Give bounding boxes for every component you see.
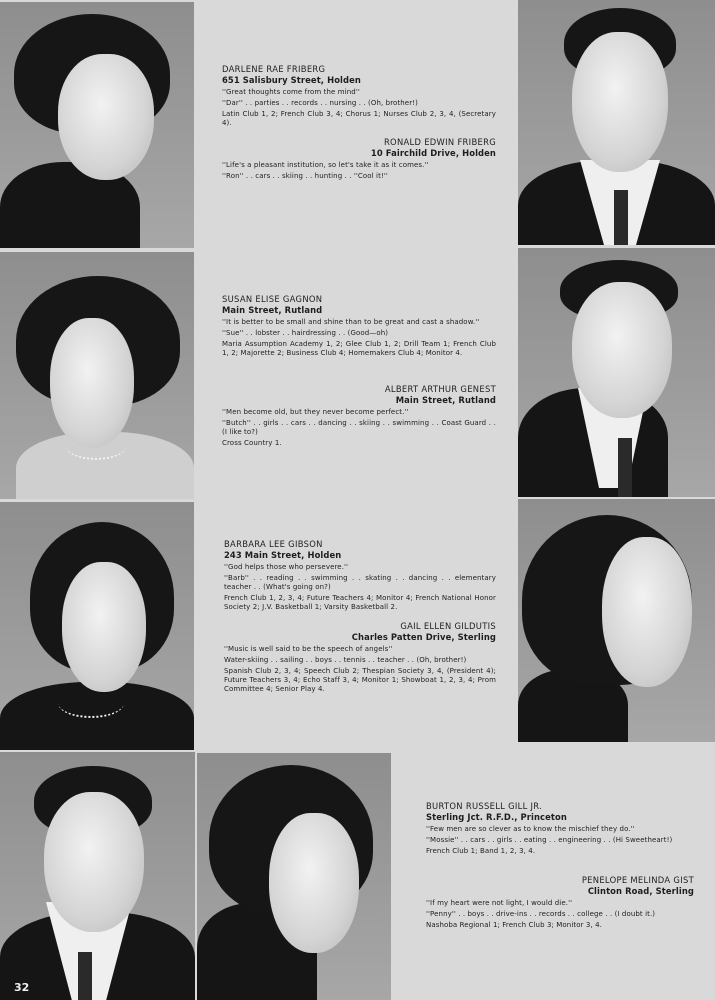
student-activities: Latin Club 1, 2; French Club 3, 4; Chorus 1; Nurses Club 2, 3, 4, (Secretary 4). bbox=[222, 110, 496, 127]
portrait-necklace bbox=[58, 688, 124, 718]
portrait-face bbox=[62, 562, 146, 692]
student-quote: ''Music is well said to be the speech of angels'' bbox=[224, 645, 393, 653]
entry-albert-genest bbox=[222, 384, 496, 448]
student-address: 10 Fairchild Drive, Holden bbox=[370, 148, 496, 158]
portrait-face bbox=[602, 537, 692, 687]
photo-penelope-gist bbox=[197, 753, 391, 1000]
portrait-tie bbox=[614, 190, 628, 245]
portrait-face bbox=[58, 54, 154, 180]
entry-gail-gildutis bbox=[224, 621, 496, 694]
student-quote: ''It is better to be small and shine than to be great and cast a shadow.'' bbox=[222, 318, 480, 326]
student-quote: ''Great thoughts come from the mind'' bbox=[222, 88, 360, 96]
portrait-face bbox=[269, 813, 359, 953]
photo-ronald-friberg bbox=[518, 0, 715, 245]
page-number: 32 bbox=[14, 981, 30, 994]
student-interests: ''Sue'' . . lobster . . hairdressing . . (Good—oh) bbox=[222, 329, 389, 337]
student-name: DARLENE RAE FRIBERG bbox=[222, 64, 326, 74]
student-address: Clinton Road, Sterling bbox=[587, 886, 694, 896]
student-address: Charles Patten Drive, Sterling bbox=[351, 632, 496, 642]
entry-burton-gill bbox=[426, 801, 694, 856]
entry-darlene-friberg bbox=[222, 64, 496, 128]
entry-penelope-gist bbox=[426, 875, 694, 930]
photo-burton-gill bbox=[0, 752, 195, 1000]
student-interests: ''Barb'' . . reading . . swimming . . skating . . dancing . . elementary teacher . . (What's going on?) bbox=[224, 574, 496, 591]
student-name: PENELOPE MELINDA GIST bbox=[581, 875, 694, 885]
student-address: 243 Main Street, Holden bbox=[224, 550, 342, 560]
student-name: BARBARA LEE GIBSON bbox=[224, 539, 323, 549]
student-interests: ''Dar'' . . parties . . records . . nursing . . (Oh, brother!) bbox=[222, 99, 418, 107]
student-name: ALBERT ARTHUR GENEST bbox=[384, 384, 496, 394]
student-name: RONALD EDWIN FRIBERG bbox=[383, 137, 496, 147]
student-address: Main Street, Rutland bbox=[395, 395, 496, 405]
entry-susan-gagnon bbox=[222, 294, 496, 358]
student-activities: Maria Assumption Academy 1, 2; Glee Club 1, 2; Drill Team 1; French Club 1, 2; Majorette 2; Business Club 4; Homemakers Club 4; Monitor 4. bbox=[222, 340, 496, 357]
student-quote: ''Men become old, but they never become perfect.'' bbox=[222, 408, 409, 416]
photo-barbara-gibson bbox=[0, 502, 194, 750]
student-interests: ''Penny'' . . boys . . drive-ins . . records . . college . . (I doubt it.) bbox=[426, 910, 656, 918]
portrait-necklace bbox=[66, 432, 126, 460]
student-address: 651 Salisbury Street, Holden bbox=[222, 75, 361, 85]
student-quote: ''God helps those who persevere.'' bbox=[224, 563, 349, 571]
portrait-face bbox=[572, 282, 672, 418]
portrait-face bbox=[572, 32, 668, 172]
student-interests: ''Ron'' . . cars . . skiing . . hunting . . ''Cool it!'' bbox=[222, 172, 388, 180]
photo-susan-gagnon bbox=[0, 252, 194, 499]
photo-gail-gildutis bbox=[518, 499, 715, 742]
student-quote: ''Few men are so clever as to know the mischief they do.'' bbox=[426, 825, 635, 833]
entry-barbara-gibson bbox=[224, 539, 496, 612]
student-interests: Water-skiing . . sailing . . boys . . tennis . . teacher . . (Oh, brother!) bbox=[224, 656, 467, 664]
student-interests: ''Mossie'' . . cars . . girls . . eating . . engineering . . (Hi Sweetheart!) bbox=[426, 836, 673, 844]
student-quote: ''If my heart were not light, I would die.'' bbox=[426, 899, 573, 907]
student-quote: ''Life's a pleasant institution, so let's take it as it comes.'' bbox=[222, 161, 429, 169]
portrait-face bbox=[44, 792, 144, 932]
student-address: Sterling Jct. R.F.D., Princeton bbox=[426, 812, 567, 822]
portrait-tie bbox=[78, 952, 92, 1000]
portrait-tie bbox=[618, 438, 632, 497]
student-activities: Cross Country 1. bbox=[222, 439, 282, 447]
student-name: BURTON RUSSELL GILL JR. bbox=[426, 801, 543, 811]
portrait-face bbox=[50, 318, 134, 448]
student-activities: Spanish Club 2, 3, 4; Speech Club 2; Thespian Society 3, 4, (President 4); Future Teachers 3, 4; Echo Staff 3, 4; Monitor 1; Showboat 1, 2, 3, 4; Prom Committee 4; Senior Play 4. bbox=[224, 667, 496, 693]
student-activities: Nashoba Regional 1; French Club 3; Monitor 3, 4. bbox=[426, 921, 602, 929]
photo-albert-genest bbox=[518, 248, 715, 497]
student-name: GAIL ELLEN GILDUTIS bbox=[400, 621, 496, 631]
student-interests: ''Butch'' . . girls . . cars . . dancing . . skiing . . swimming . . Coast Guard . . (I like to?) bbox=[222, 419, 496, 436]
photo-darlene-friberg bbox=[0, 2, 194, 248]
student-activities: French Club 1, 2, 3, 4; Future Teachers 4; Monitor 4; French National Honor Society 2; J.V. Basketball 1; Varsity Basketball 2. bbox=[224, 594, 496, 611]
student-name: SUSAN ELISE GAGNON bbox=[222, 294, 323, 304]
entry-ronald-friberg bbox=[222, 137, 496, 181]
student-address: Main Street, Rutland bbox=[222, 305, 323, 315]
student-activities: French Club 1; Band 1, 2, 3, 4. bbox=[426, 847, 536, 855]
